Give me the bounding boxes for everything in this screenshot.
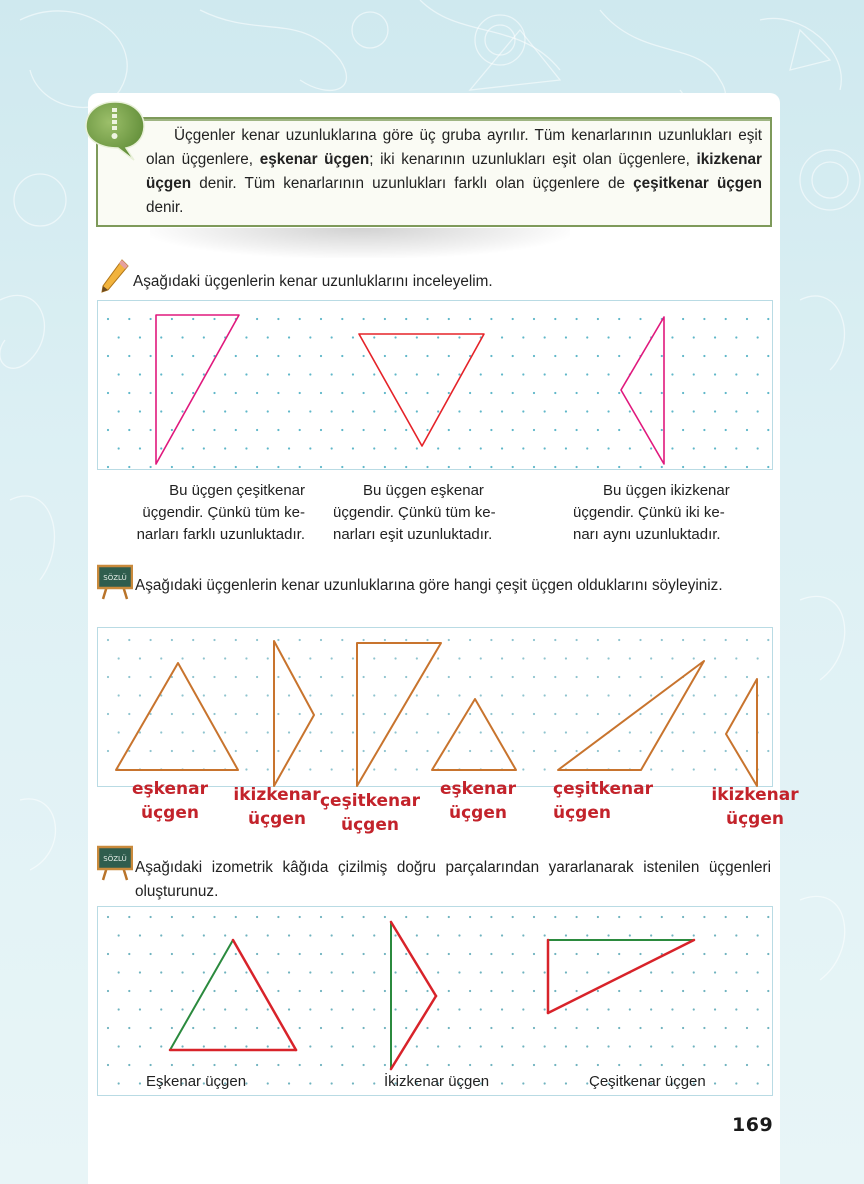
chalkboard-icon [97,564,133,600]
info-text-part: denir. [146,199,184,216]
pencil-icon [98,258,130,296]
section1-title: Aşağıdaki üçgenlerin kenar uzunluklarını inceleyelim. [133,273,493,290]
section3-title: Aşağıdaki izometrik kâğıda çizilmiş doğru parçalarından yararlanarak istenilen üçgenleri oluşturunuz. [135,859,771,900]
answer-label-6: ikizkenar üçgen [711,785,799,829]
term-cesitkenar: çeşitkenar üçgen [633,175,763,192]
svg-text:SÖZLÜ: SÖZLÜ [103,855,127,863]
term-ikizkenar: ikizkenar üçgen [146,151,762,192]
term-eskenar: eşkenar üçgen [259,151,370,168]
section2-title-line: Aşağıdaki üçgenlerin kenar uzunluklarına göre hangi çeşit üçgen olduklarını söyleyiniz. [135,577,723,594]
info-paragraph [146,124,762,220]
label-equilateral: Eşkenar üçgen [146,1073,247,1090]
info-text-part: Üçgenler kenar uzunluklarına göre üç gruba ayrılır. Tüm kenarlarının uzunlukları eşit olan üçgenlere, [146,127,762,168]
speech-bubble-note-icon [82,98,148,164]
description-equilateral: Bu üçgen eşkenar üçgendir. Çünkü tüm ke- narları eşit uzunluktadır. [333,482,496,543]
description-isosceles: Bu üçgen ikizkenar üçgendir. Çünkü iki ke- narı aynı uzunluktadır. [573,482,730,543]
isometric-grid-3 [97,906,773,1096]
svg-text:SÖZLÜ: SÖZLÜ [103,574,127,582]
answer-label-2: ikizkenar üçgen [233,785,321,829]
answer-label-1: eşkenar üçgen [132,779,208,823]
isometric-grid-1 [97,300,773,470]
label-isosceles: İkizkenar üçgen [384,1073,490,1090]
info-box-shadow [150,228,570,258]
isometric-grid-2 [97,627,773,787]
answer-label-5: çeşitkenar üçgen [553,779,654,823]
answer-label-4: eşkenar üçgen [440,779,516,823]
description-scalene: Bu üçgen çeşitkenar üçgendir. Çünkü tüm ke- narları farklı uzunluktadır. [136,482,305,543]
answer-label-3: çeşitkenar üçgen [319,791,421,835]
info-text-part: denir. Tüm kenarlarının uzunlukları farklı olan üçgenlere de [191,175,634,192]
info-text-part: ; iki kenarının uzunlukları eşit olan üçgenlere, [369,151,697,168]
label-scalene: Çeşitkenar üçgen [589,1073,706,1090]
chalkboard-icon [97,845,133,881]
page-number: 169 [732,1114,774,1136]
